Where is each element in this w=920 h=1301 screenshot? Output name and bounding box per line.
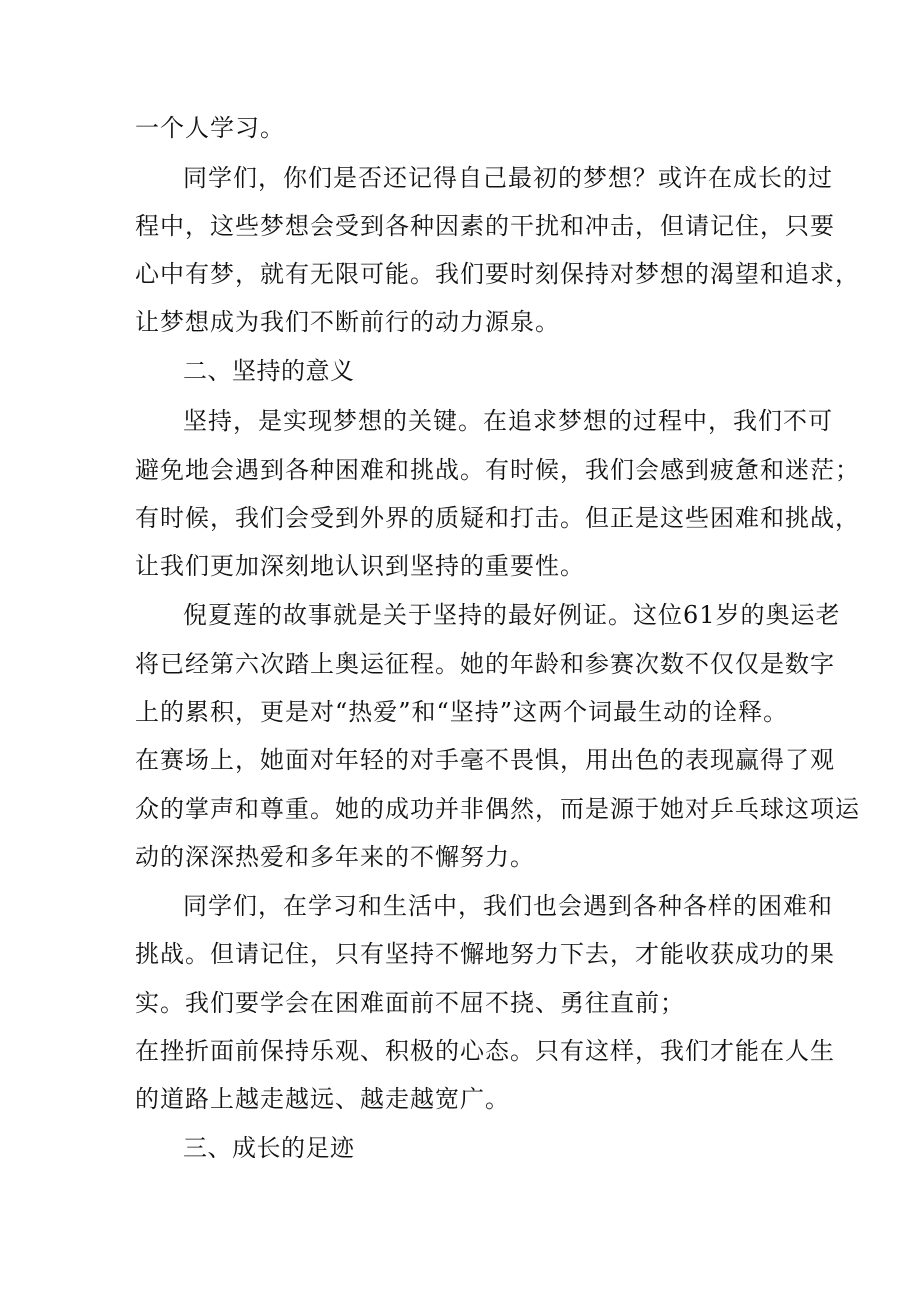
paragraph-line: 同学们，你们是否还记得自己最初的梦想？或许在成长的过 <box>183 164 833 192</box>
paragraph-line: 心中有梦，就有无限可能。我们要时刻保持对梦想的渴望和追求， <box>135 260 860 288</box>
paragraph-line: 上的累积，更是对“热爱”和“坚持”这两个词最生动的诠释。 <box>135 698 789 726</box>
paragraph-line: 让梦想成为我们不断前行的动力源泉。 <box>135 308 560 336</box>
paragraph-line: 坚持，是实现梦想的关键。在追求梦想的过程中，我们不可 <box>183 407 833 435</box>
paragraph-line: 将已经第六次踏上奥运征程。她的年龄和参赛次数不仅仅是数字 <box>135 650 835 678</box>
paragraph-line: 众的掌声和尊重。她的成功并非偶然，而是源于她对乒乓球这项运 <box>135 795 860 823</box>
paragraph-line: 程中，这些梦想会受到各种因素的干扰和冲击，但请记住，只要 <box>135 212 835 240</box>
paragraph-line: 让我们更加深刻地认识到坚持的重要性。 <box>135 552 585 580</box>
section-heading: 二、坚持的意义 <box>183 357 355 385</box>
paragraph-line: 动的深深热爱和多年来的不懈努力。 <box>135 843 535 871</box>
paragraph-line: 倪夏莲的故事就是关于坚持的最好例证。这位61岁的奥运老 <box>183 601 841 629</box>
paragraph-line: 的道路上越走越远、越走越宽广。 <box>135 1085 510 1113</box>
paragraph-line: 避免地会遇到各种困难和挑战。有时候，我们会感到疲惫和迷茫； <box>135 456 860 484</box>
paragraph-line: 有时候，我们会受到外界的质疑和打击。但正是这些困难和挑战， <box>135 504 860 532</box>
paragraph-line: 在赛场上，她面对年轻的对手毫不畏惧，用出色的表现赢得了观 <box>135 746 835 774</box>
section-heading: 三、成长的足迹 <box>183 1134 355 1162</box>
paragraph-line: 在挫折面前保持乐观、积极的心态。只有这样，我们才能在人生 <box>135 1037 835 1065</box>
paragraph-line: 同学们，在学习和生活中，我们也会遇到各种各样的困难和 <box>183 892 833 920</box>
paragraph-line: 挑战。但请记住，只有坚持不懈地努力下去，才能收获成功的果 <box>135 940 835 968</box>
paragraph-line: 实。我们要学会在困难面前不屈不挠、勇往直前； <box>135 989 685 1017</box>
paragraph-line: 一个人学习。 <box>135 114 285 142</box>
